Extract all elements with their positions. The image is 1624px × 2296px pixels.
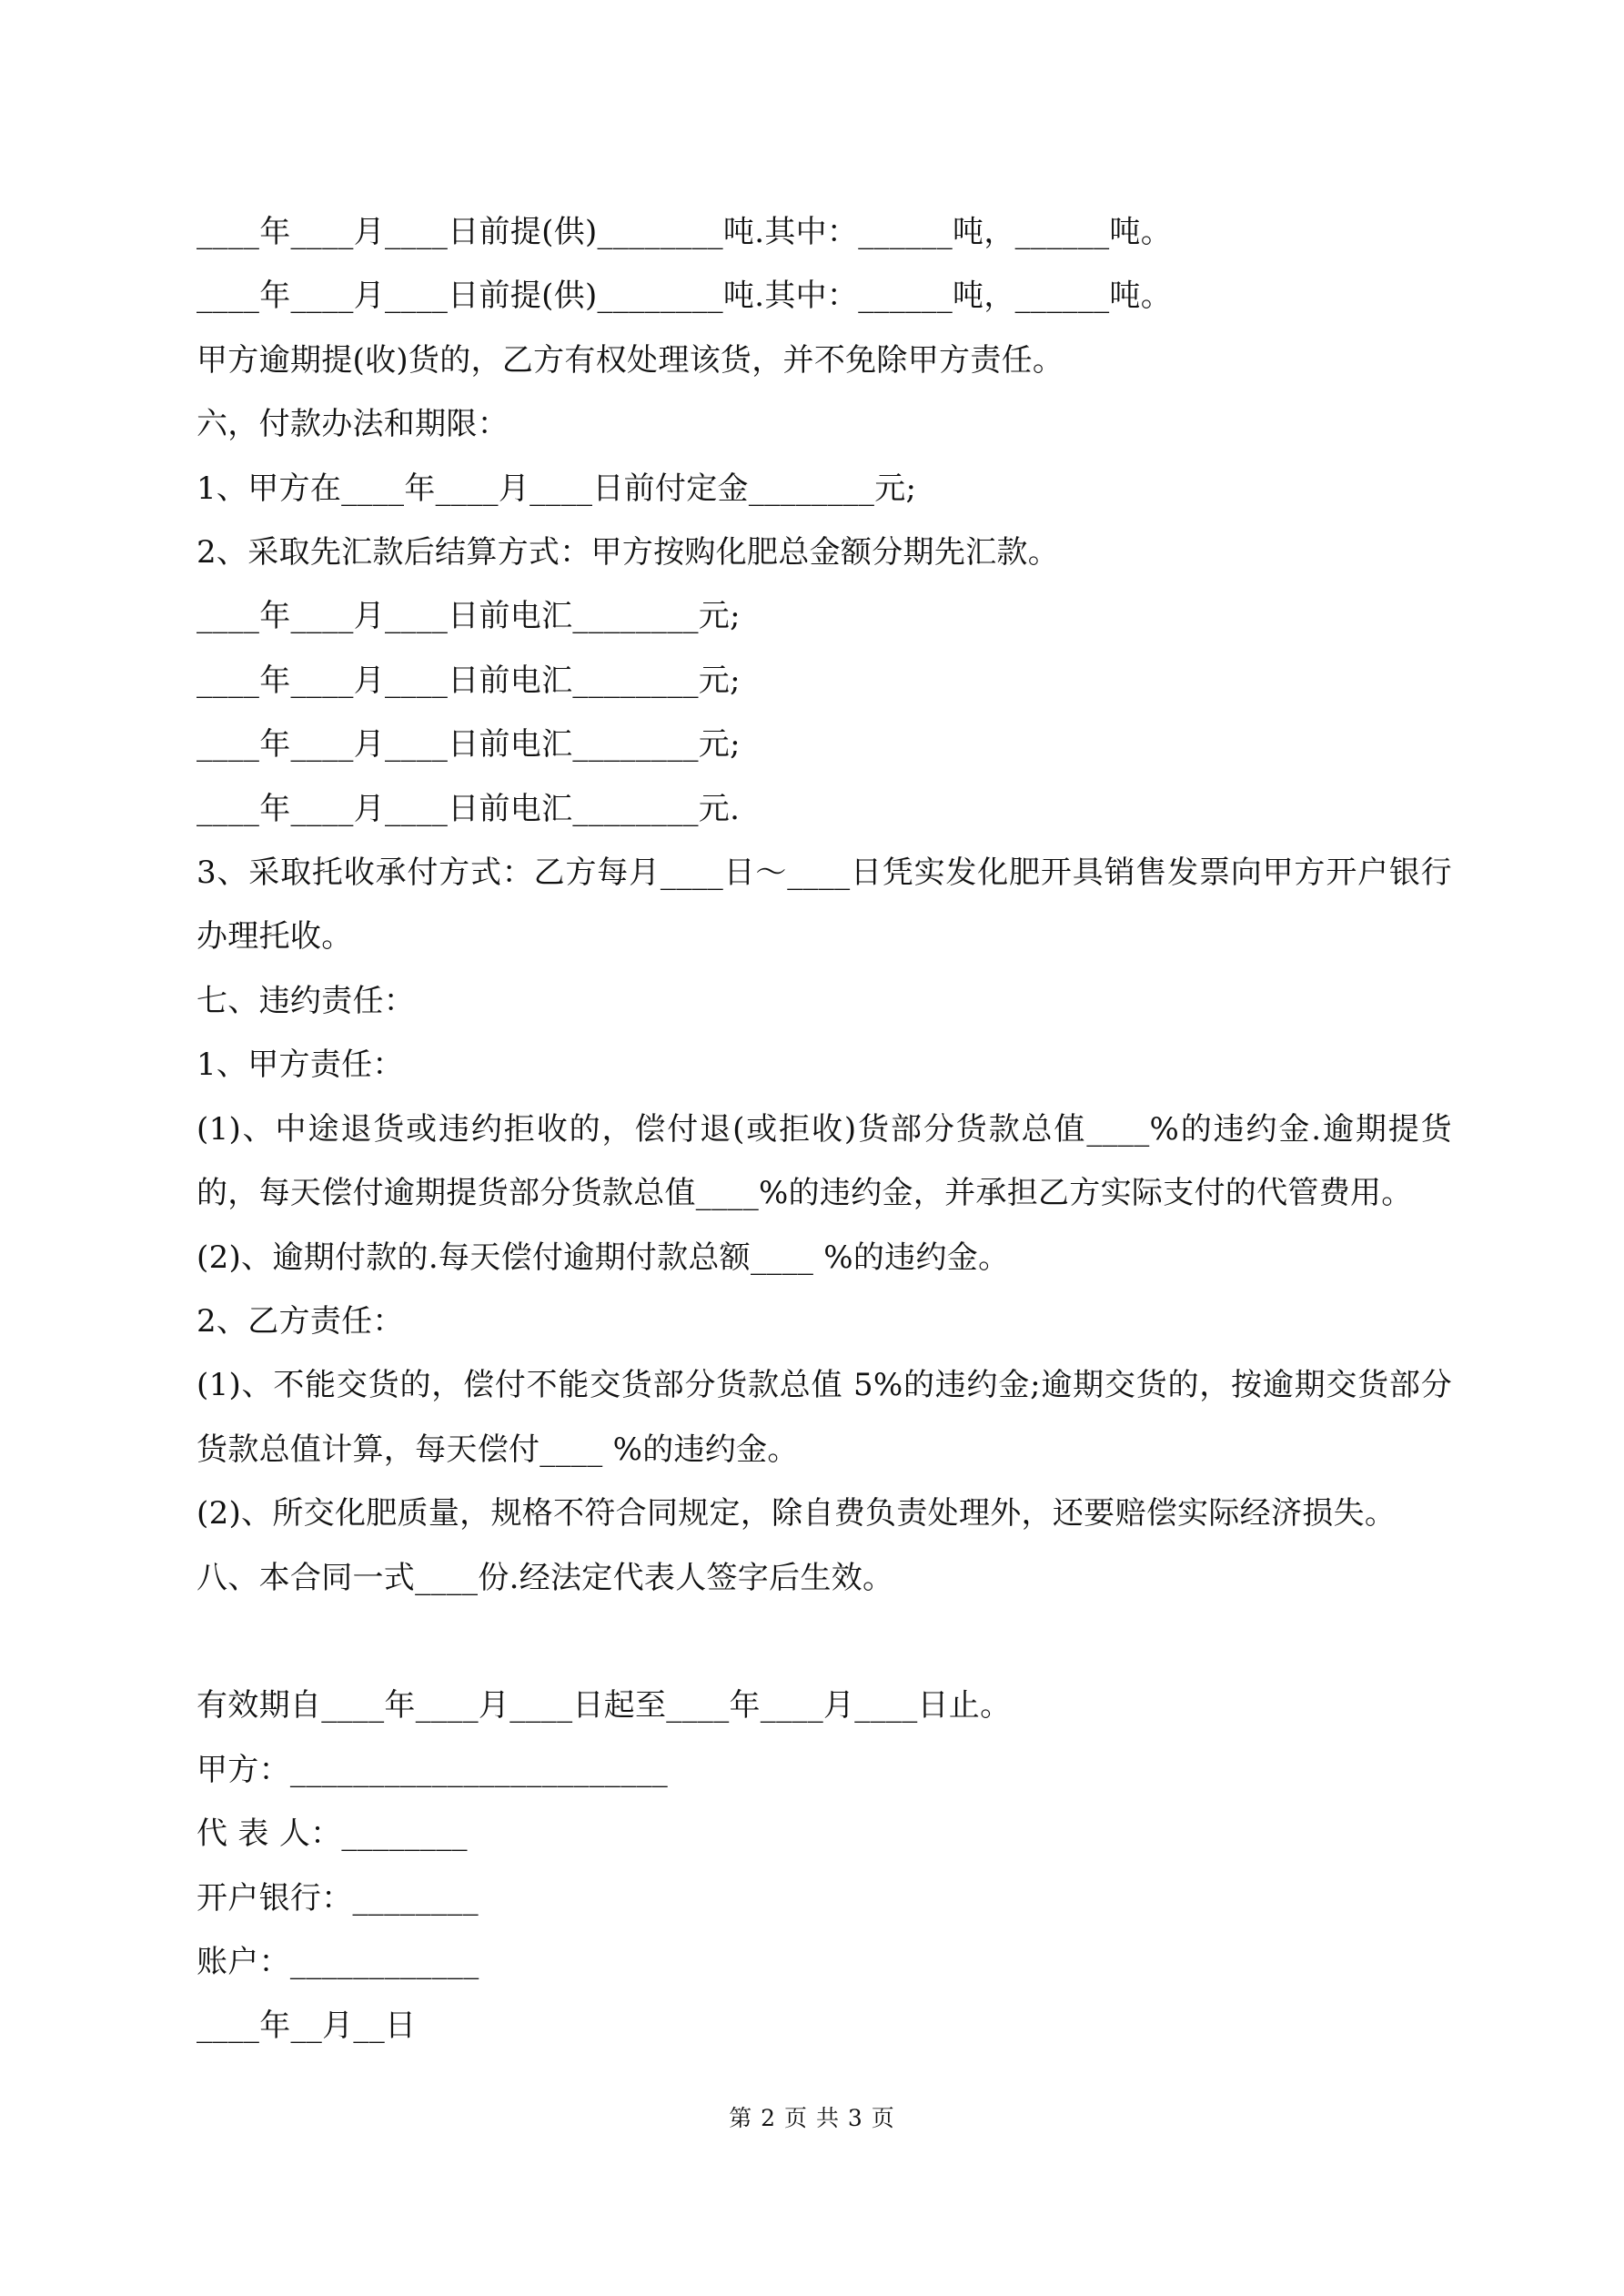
party-b-liability-heading: 2、乙方责任： (197, 1302, 404, 1340)
party-a-liability-item-1: (1)、中途退货或违约拒收的，偿付退(或拒收)货部分货款总值____%的违约金.逾期提货的，每天偿付逾期提货部分货款总值____%的违约金，并承担乙方实际支付的代管费用。 (197, 1110, 1452, 1212)
party-a-signature-line: 甲方：________________________ (197, 1751, 669, 1788)
validity-period-line: 有效期自____年____月____日起至____年____月____日止。 (197, 1687, 1012, 1725)
wire-transfer-line: ____年____月____日前电汇________元. (197, 790, 741, 827)
party-b-liability-item-1: (1)、不能交货的，偿付不能交货部分货款总值 5%的违约金;逾期交货的，按逾期交货部分货款总值计算，每天偿付____ %的违约金。 (197, 1367, 1452, 1468)
payment-deposit-line: 1、甲方在____年____月____日前付定金________元; (197, 470, 917, 507)
delivery-schedule-line: ____年____月____日前提(供)________吨.其中：______吨，______吨。 (197, 214, 1173, 250)
representative-line: 代 表 人：________ (197, 1816, 468, 1853)
contract-body (197, 200, 1452, 2058)
page-number-footer: 第 2 页 共 3 页 (729, 2105, 895, 2131)
party-a-liability-heading: 1、甲方责任： (197, 1047, 404, 1084)
collection-payment-clause: 3、采取托收承付方式：乙方每月____日～____日凭实发化肥开具销售发票向甲方开户银行办理托收。 (197, 855, 1452, 956)
delivery-schedule-line: ____年____月____日前提(供)________吨.其中：______吨，______吨。 (197, 278, 1173, 315)
payment-prepay-method: 2、采取先汇款后结算方式：甲方按购化肥总金额分期先汇款。 (197, 534, 1060, 571)
wire-transfer-line: ____年____月____日前电汇________元; (197, 726, 741, 764)
bank-line: 开户银行：________ (197, 1879, 479, 1917)
signing-date-line: ____年__月__日 (197, 2008, 417, 2045)
party-b-liability-item-2: (2)、所交化肥质量，规格不符合同规定，除自费负责处理外，还要赔偿实际经济损失。 (197, 1495, 1397, 1532)
blank-line (197, 1610, 1452, 1674)
section-heading-liability: 七、违约责任： (197, 982, 416, 1019)
party-a-liability-item-2: (2)、逾期付款的.每天偿付逾期付款总额____ %的违约金。 (197, 1239, 1010, 1276)
late-pickup-clause: 甲方逾期提(收)货的，乙方有权处理该货，并不免除甲方责任。 (197, 341, 1064, 379)
section-heading-payment: 六，付款办法和期限： (197, 406, 509, 443)
wire-transfer-line: ____年____月____日前电汇________元; (197, 598, 741, 635)
wire-transfer-line: ____年____月____日前电汇________元; (197, 662, 741, 699)
copies-clause: 八、本合同一式____份.经法定代表人签字后生效。 (197, 1559, 894, 1596)
account-line: 账户：____________ (197, 1943, 479, 1980)
